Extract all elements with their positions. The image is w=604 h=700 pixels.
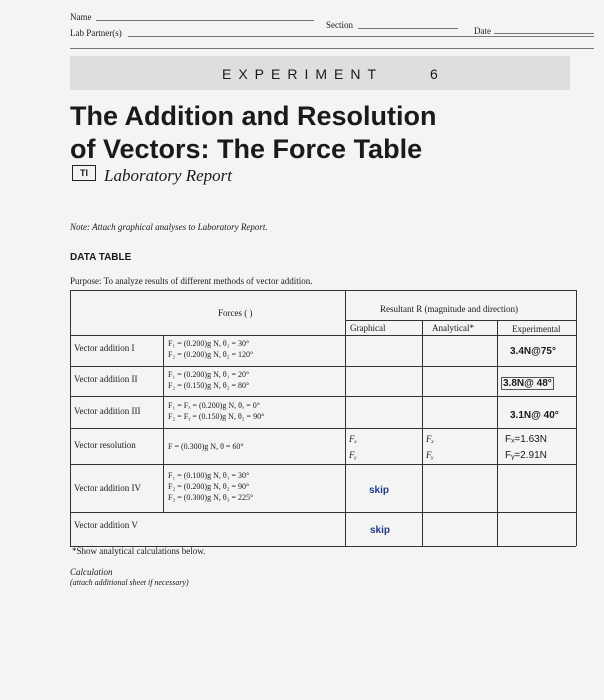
name-label: Name	[70, 12, 92, 22]
page-title	[70, 100, 540, 166]
analytical-fy: Fᵧ	[426, 450, 434, 460]
note: Note: Attach graphical analyses to Laboratory Report.	[70, 222, 268, 232]
graphical-fx: Fₓ	[349, 434, 358, 444]
partner-line-2[interactable]	[70, 48, 594, 49]
graphical-fy: Fᵧ	[349, 450, 357, 460]
title-line-2: of Vectors: The Force Table	[70, 134, 423, 164]
col-experimental: Experimental	[512, 324, 561, 334]
analytical-fx: Fₓ	[426, 434, 435, 444]
date-line[interactable]	[494, 33, 594, 34]
experimental-value[interactable]: 3.1N@ 40°	[510, 410, 559, 421]
partner-label: Lab Partner(s)	[70, 28, 122, 38]
col-resultant: Resultant R (magnitude and direction)	[380, 304, 518, 314]
row-label: Vector addition III	[74, 406, 141, 416]
purpose: Purpose: To analyze results of different methods of vector addition.	[70, 276, 313, 286]
calculation-title: Calculation	[70, 567, 113, 577]
row-forces: F₁ = Fₓ = (0.200)g N, θₓ = 0° F₂ = Fᵧ = (0.150)g N, θ₂ = 90°	[168, 401, 265, 421]
graphical-skip[interactable]: skip	[369, 485, 390, 496]
experimental-fx[interactable]: Fₓ=1.63N	[505, 434, 547, 445]
row-label: Vector addition I	[74, 343, 135, 353]
graphical-skip[interactable]: skip	[370, 525, 391, 536]
experiment-word: EXPERIMENT	[222, 66, 384, 82]
row-forces: F₁ = (0.100)g N, θ₁ = 30° F₂ = (0.200)g N, θ₂ = 90° F₃ = (0.300)g N, θ₃ = 225°	[168, 471, 254, 502]
experimental-value[interactable]: 3.4N@75°	[510, 346, 556, 357]
col-graphical: Graphical	[350, 323, 386, 333]
row-label: Vector addition II	[74, 374, 138, 384]
footnote: *Show analytical calculations below.	[72, 546, 206, 556]
section-line[interactable]	[358, 28, 458, 29]
date-label: Date	[474, 26, 491, 36]
experimental-value[interactable]: 3.8N@ 48°	[503, 378, 552, 389]
row-label: Vector addition V	[74, 520, 138, 530]
ti-badge: TI	[72, 165, 96, 181]
experimental-fy[interactable]: Fᵧ=2.91N	[505, 450, 547, 461]
row-forces: F₁ = (0.200)g N, θ₁ = 20° F₂ = (0.150)g N, θ₂ = 80°	[168, 370, 250, 390]
experiment-number: 6	[430, 66, 438, 82]
row-forces: F₁ = (0.200)g N, θ₁ = 30° F₂ = (0.200)g N, θ₂ = 120°	[168, 339, 254, 359]
name-line[interactable]	[96, 20, 314, 21]
data-table-heading: DATA TABLE	[70, 252, 132, 263]
row-forces: F = (0.300)g N, θ = 60°	[168, 442, 244, 451]
calculation-subtitle: (attach additional sheet if necessary)	[70, 578, 189, 587]
title-line-1: The Addition and Resolution	[70, 101, 437, 131]
row-label: Vector addition IV	[74, 483, 141, 493]
col-forces: Forces ( )	[218, 308, 253, 318]
subtitle: Laboratory Report	[104, 166, 232, 185]
partner-line[interactable]	[128, 36, 594, 37]
col-analytical: Analytical*	[432, 323, 474, 333]
row-label: Vector resolution	[74, 440, 136, 450]
section-label: Section	[326, 20, 353, 30]
